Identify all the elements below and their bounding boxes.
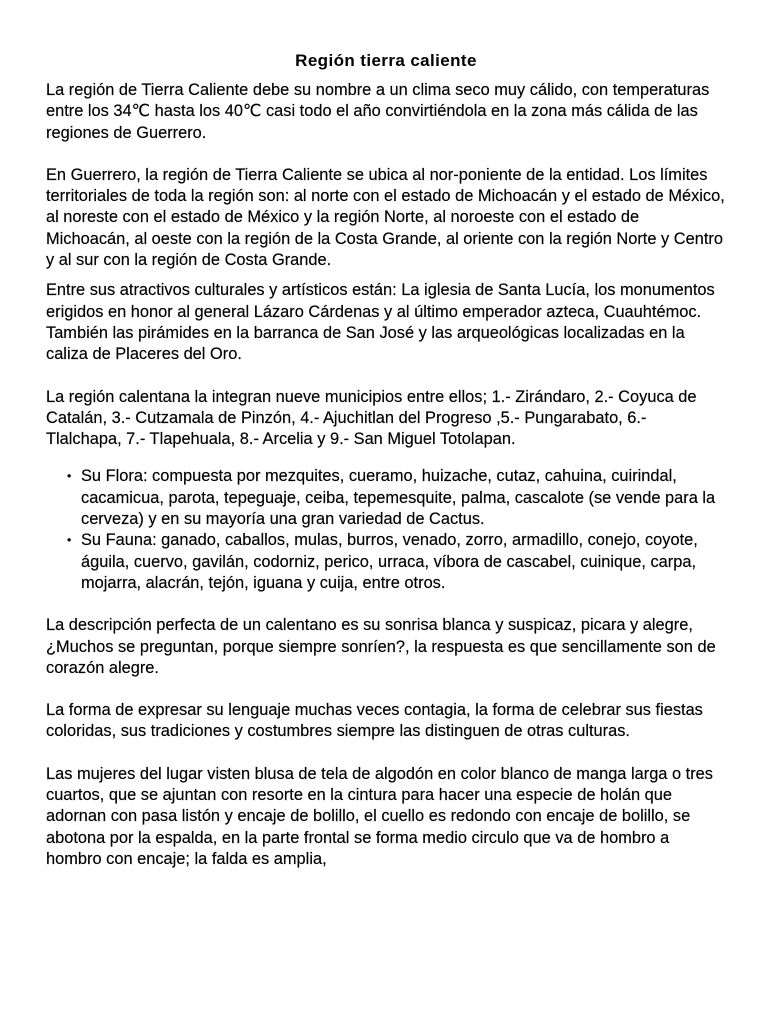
paragraph-clothing: Las mujeres del lugar visten blusa de tela de algodón en color blanco de manga larga o tres cuartos, que se ajuntan con resorte en la cintura para hacer una especie de holán que adornan con pasa listón y encaje de bolillo, el cuello es redondo con encaje de bolillo, se abotona por la espalda, en la parte frontal se forma medio circulo que va de hombro a hombro con encaje; la falda es amplia, <box>46 764 713 868</box>
list-item-text: Su Fauna: ganado, caballos, mulas, burros, venado, zorro, armadillo, conejo, coyote, águila, cuervo, gavilán, codorniz, perico, urraca, víbora de cascabel, cuinique, carpa, mojarra, alacrán, tejón, iguana y cuija, entre otros. <box>81 531 698 592</box>
paragraph-climate: La región de Tierra Caliente debe su nombre a un clima seco muy cálido, con temperaturas entre los 34℃ hasta los 40℃ casi todo el año convirtiéndola en la zona más cálida de las regiones de Guerrero. <box>46 81 710 142</box>
list-item-flora <box>46 466 726 530</box>
bullet-icon: • <box>67 533 72 548</box>
paragraph-attractions: Entre sus atractivos culturales y artísticos están: La iglesia de Santa Lucía, los monumentos erigidos en honor al general Lázaro Cárdenas y al último emperador azteca, Cuauhtémoc. También las pirámides en la barranca de San José y las arqueológicas localizadas en la caliza de Placeres del Oro. <box>46 281 715 364</box>
document-page <box>46 50 726 870</box>
list-item-text: Su Flora: compuesta por mezquites, cueramo, huizache, cutaz, cahuina, cuirindal, cacamicua, parota, tepeguaje, ceiba, tepemesquite, palma, cascalote (se vende para la cerveza) y en su mayoría una gran variedad de Cactus. <box>81 467 716 529</box>
bullet-icon: • <box>67 469 72 484</box>
document-title: Región tierra caliente <box>295 51 477 70</box>
paragraph-description: La descripción perfecta de un calentano es su sonrisa blanca y suspicaz, picara y alegre, ¿Muchos se preguntan, porque siempre sonríen?, la respuesta es que sencillamente son de corazón alegre. <box>46 616 716 677</box>
paragraph-limits: En Guerrero, la región de Tierra Caliente se ubica al nor-poniente de la entidad. Los límites territoriales de toda la región son: al norte con el estado de Michoacán y el estado de México, al noreste con el estado de México y la región Norte, al noroeste con el estado de Michoacán, al oeste con la región de la Costa Grande, al oriente con la región Norte y Centro y al sur con la región de Costa Grande. <box>46 165 725 270</box>
list-item-fauna <box>46 530 726 594</box>
paragraph-municipalities: La región calentana la integran nueve municipios entre ellos; 1.- Zirándaro, 2.- Coyuca de Catalán, 3.- Cutzamala de Pinzón, 4.- Ajuchitlan del Progreso ,5.- Pungarabato, 6.- Tlalchapa, 7.- Tlapehuala, 8.- Arcelia y 9.- San Miguel Totolapan. <box>46 387 697 449</box>
flora-fauna-list <box>46 466 726 594</box>
paragraph-language: La forma de expresar su lenguaje muchas veces contagia, la forma de celebrar sus fiestas coloridas, sus tradiciones y costumbres siempre las distinguen de otras culturas. <box>46 701 703 741</box>
